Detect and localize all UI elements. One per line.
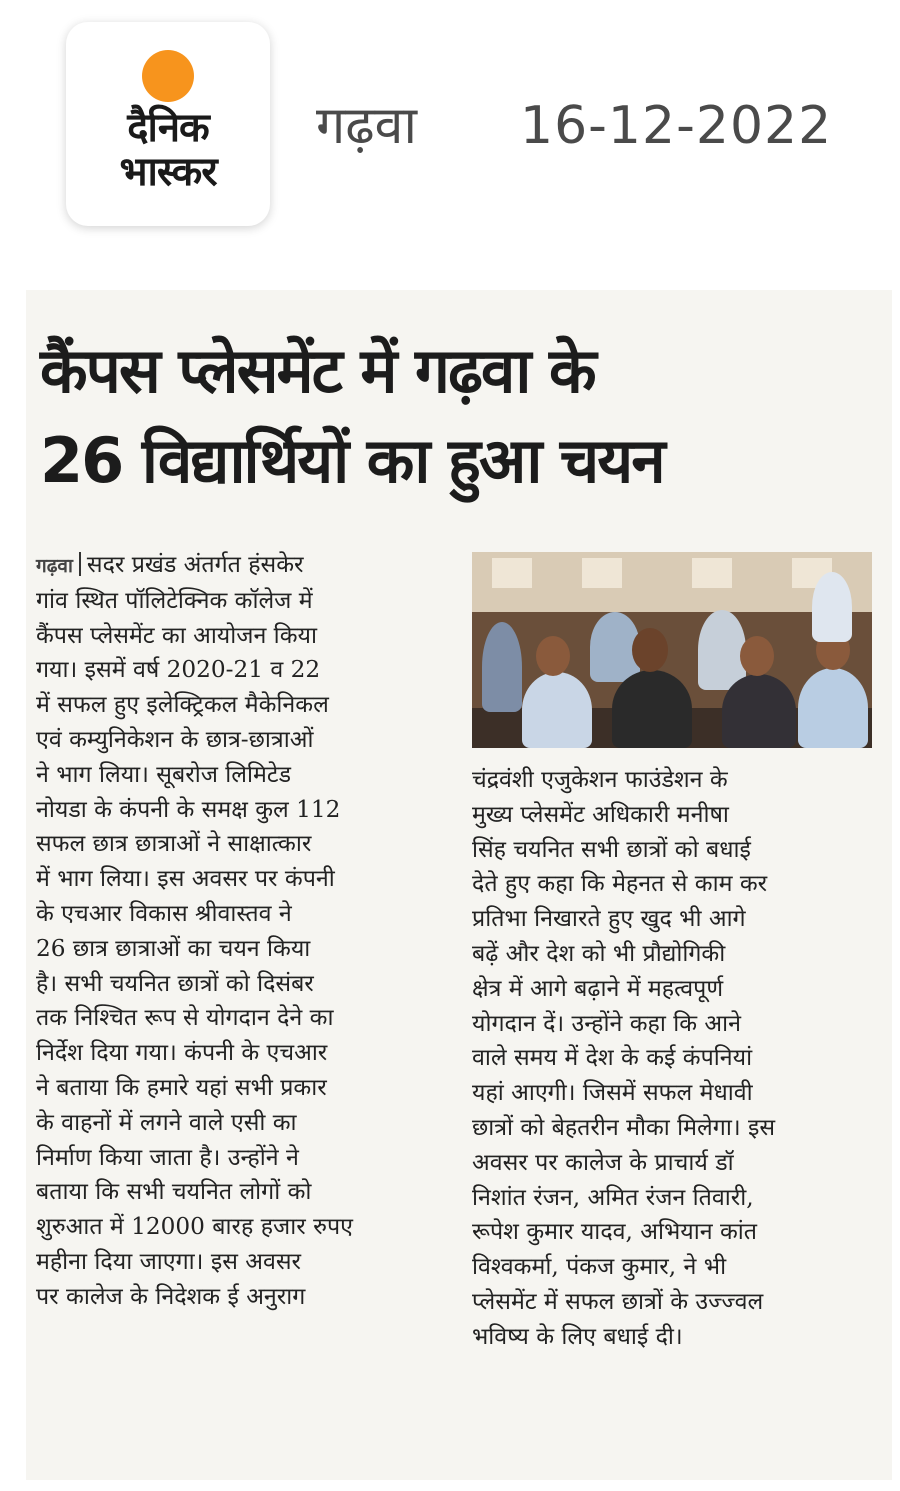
column-line: क्षेत्र में आगे बढ़ाने में महत्वपूर्ण [472, 974, 724, 1002]
column-line: देते हुए कहा कि मेहनत से काम कर [472, 870, 768, 898]
headline-line-1: कैंपस प्लेसमेंट में गढ़वा के [40, 334, 595, 407]
column-line: यहां आएगी। जिसमें सफल मेधावी [472, 1079, 753, 1107]
column-line: पर कालेज के निदेशक ई अनुराग [36, 1282, 306, 1310]
photo-person [698, 610, 746, 690]
column-line: वाले समय में देश के कई कंपनियां [472, 1044, 753, 1072]
column-line: महीना दिया जाएगा। इस अवसर [36, 1247, 302, 1275]
photo-head [536, 636, 570, 676]
dateline-divider [79, 552, 81, 576]
column-line: तक निश्चित रूप से योगदान देने का [36, 1004, 334, 1032]
article-column-left [36, 548, 456, 1315]
column-line: के वाहनों में लगने वाले एसी का [36, 1108, 297, 1136]
column-line: चंद्रवंशी एजुकेशन फाउंडेशन के [472, 766, 728, 793]
headline-line-2: 26 विद्यार्थियों का हुआ चयन [40, 424, 664, 497]
column-line: मुख्य प्लेसमेंट अधिकारी मनीषा [472, 800, 729, 828]
column-line: रूपेश कुमार यादव, अभियान कांत [472, 1218, 758, 1246]
column-line: एवं कम्युनिकेशन के छात्र-छात्राओं [36, 725, 314, 753]
edition-city: गढ़वा [316, 96, 417, 156]
column-line: गया। इसमें वर्ष 2020-21 व 22 [36, 656, 321, 684]
photo-window [692, 558, 732, 588]
logo-text-line2: भास्कर [119, 149, 217, 195]
column-line: भविष्य के लिए बधाई दी। [472, 1322, 683, 1350]
photo-window [492, 558, 532, 588]
column-line: में भाग लिया। इस अवसर पर कंपनी [36, 865, 335, 893]
column-line: सिंह चयनित सभी छात्रों को बधाई [472, 835, 751, 863]
photo-person [612, 670, 692, 748]
column-line: बढ़ें और देश को भी प्रौद्योगिकी [472, 939, 726, 967]
column-line: अवसर पर कालेज के प्राचार्य डॉ [472, 1148, 734, 1176]
column-line: सफल छात्र छात्राओं ने साक्षात्कार [36, 830, 312, 858]
photo-person [482, 622, 522, 712]
column-line: प्लेसमेंट में सफल छात्रों के उज्ज्वल [472, 1287, 764, 1315]
column-line: ने बताया कि हमारे यहां सभी प्रकार [36, 1073, 327, 1101]
header-bar [0, 0, 900, 290]
photo-window [582, 558, 622, 588]
column-line: विश्वकर्मा, पंकज कुमार, ने भी [472, 1253, 727, 1281]
column-line: बताया कि सभी चयनित लोगों को [36, 1178, 312, 1206]
article-photo [472, 552, 872, 748]
column-line: ने भाग लिया। सूबरोज लिमिटेड [36, 760, 291, 788]
photo-person [798, 668, 868, 748]
column-line: 26 छात्र छात्राओं का चयन किया [36, 934, 311, 962]
news-clipping [26, 290, 892, 1480]
column-line: प्रतिभा निखारते हुए खुद भी आगे [472, 905, 746, 933]
logo-text-line1: दैनिक [127, 105, 209, 151]
photo-person [722, 674, 796, 748]
article-column-right [472, 763, 872, 1355]
column-line: निर्देश दिया गया। कंपनी के एचआर [36, 1039, 328, 1067]
sun-icon [142, 50, 194, 102]
photo-head [740, 636, 774, 676]
dateline: गढ़वा [36, 555, 73, 577]
column-line: में सफल हुए इलेक्ट्रिकल मैकेनिकल [36, 691, 329, 719]
photo-person [812, 572, 852, 642]
edition-date: 16-12-2022 [520, 96, 833, 156]
column-line: कैंपस प्लेसमेंट का आयोजन किया [36, 621, 317, 649]
photo-person [522, 672, 592, 748]
photo-head [632, 628, 668, 672]
column-line: है। सभी चयनित छात्रों को दिसंबर [36, 969, 314, 997]
column-line: गांव स्थित पॉलिटेक्निक कॉलेज में [36, 586, 313, 614]
column-line: निशांत रंजन, अमित रंजन तिवारी, [472, 1183, 754, 1211]
column-line: छात्रों को बेहतरीन मौका मिलेगा। इस [472, 1113, 776, 1141]
column-line: के एचआर विकास श्रीवास्तव ने [36, 899, 292, 927]
newspaper-logo [66, 22, 270, 226]
column-line [36, 548, 456, 584]
column-line: निर्माण किया जाता है। उन्होंने ने [36, 1143, 299, 1171]
first-line-text: सदर प्रखंड अंतर्गत हंसकेर [86, 551, 304, 578]
column-line: शुरुआत में 12000 बारह हजार रुपए [36, 1213, 353, 1241]
column-line: योगदान दें। उन्होंने कहा कि आने [472, 1009, 741, 1037]
article-headline [40, 326, 878, 506]
column-line: नोयडा के कंपनी के समक्ष कुल 112 [36, 795, 341, 823]
